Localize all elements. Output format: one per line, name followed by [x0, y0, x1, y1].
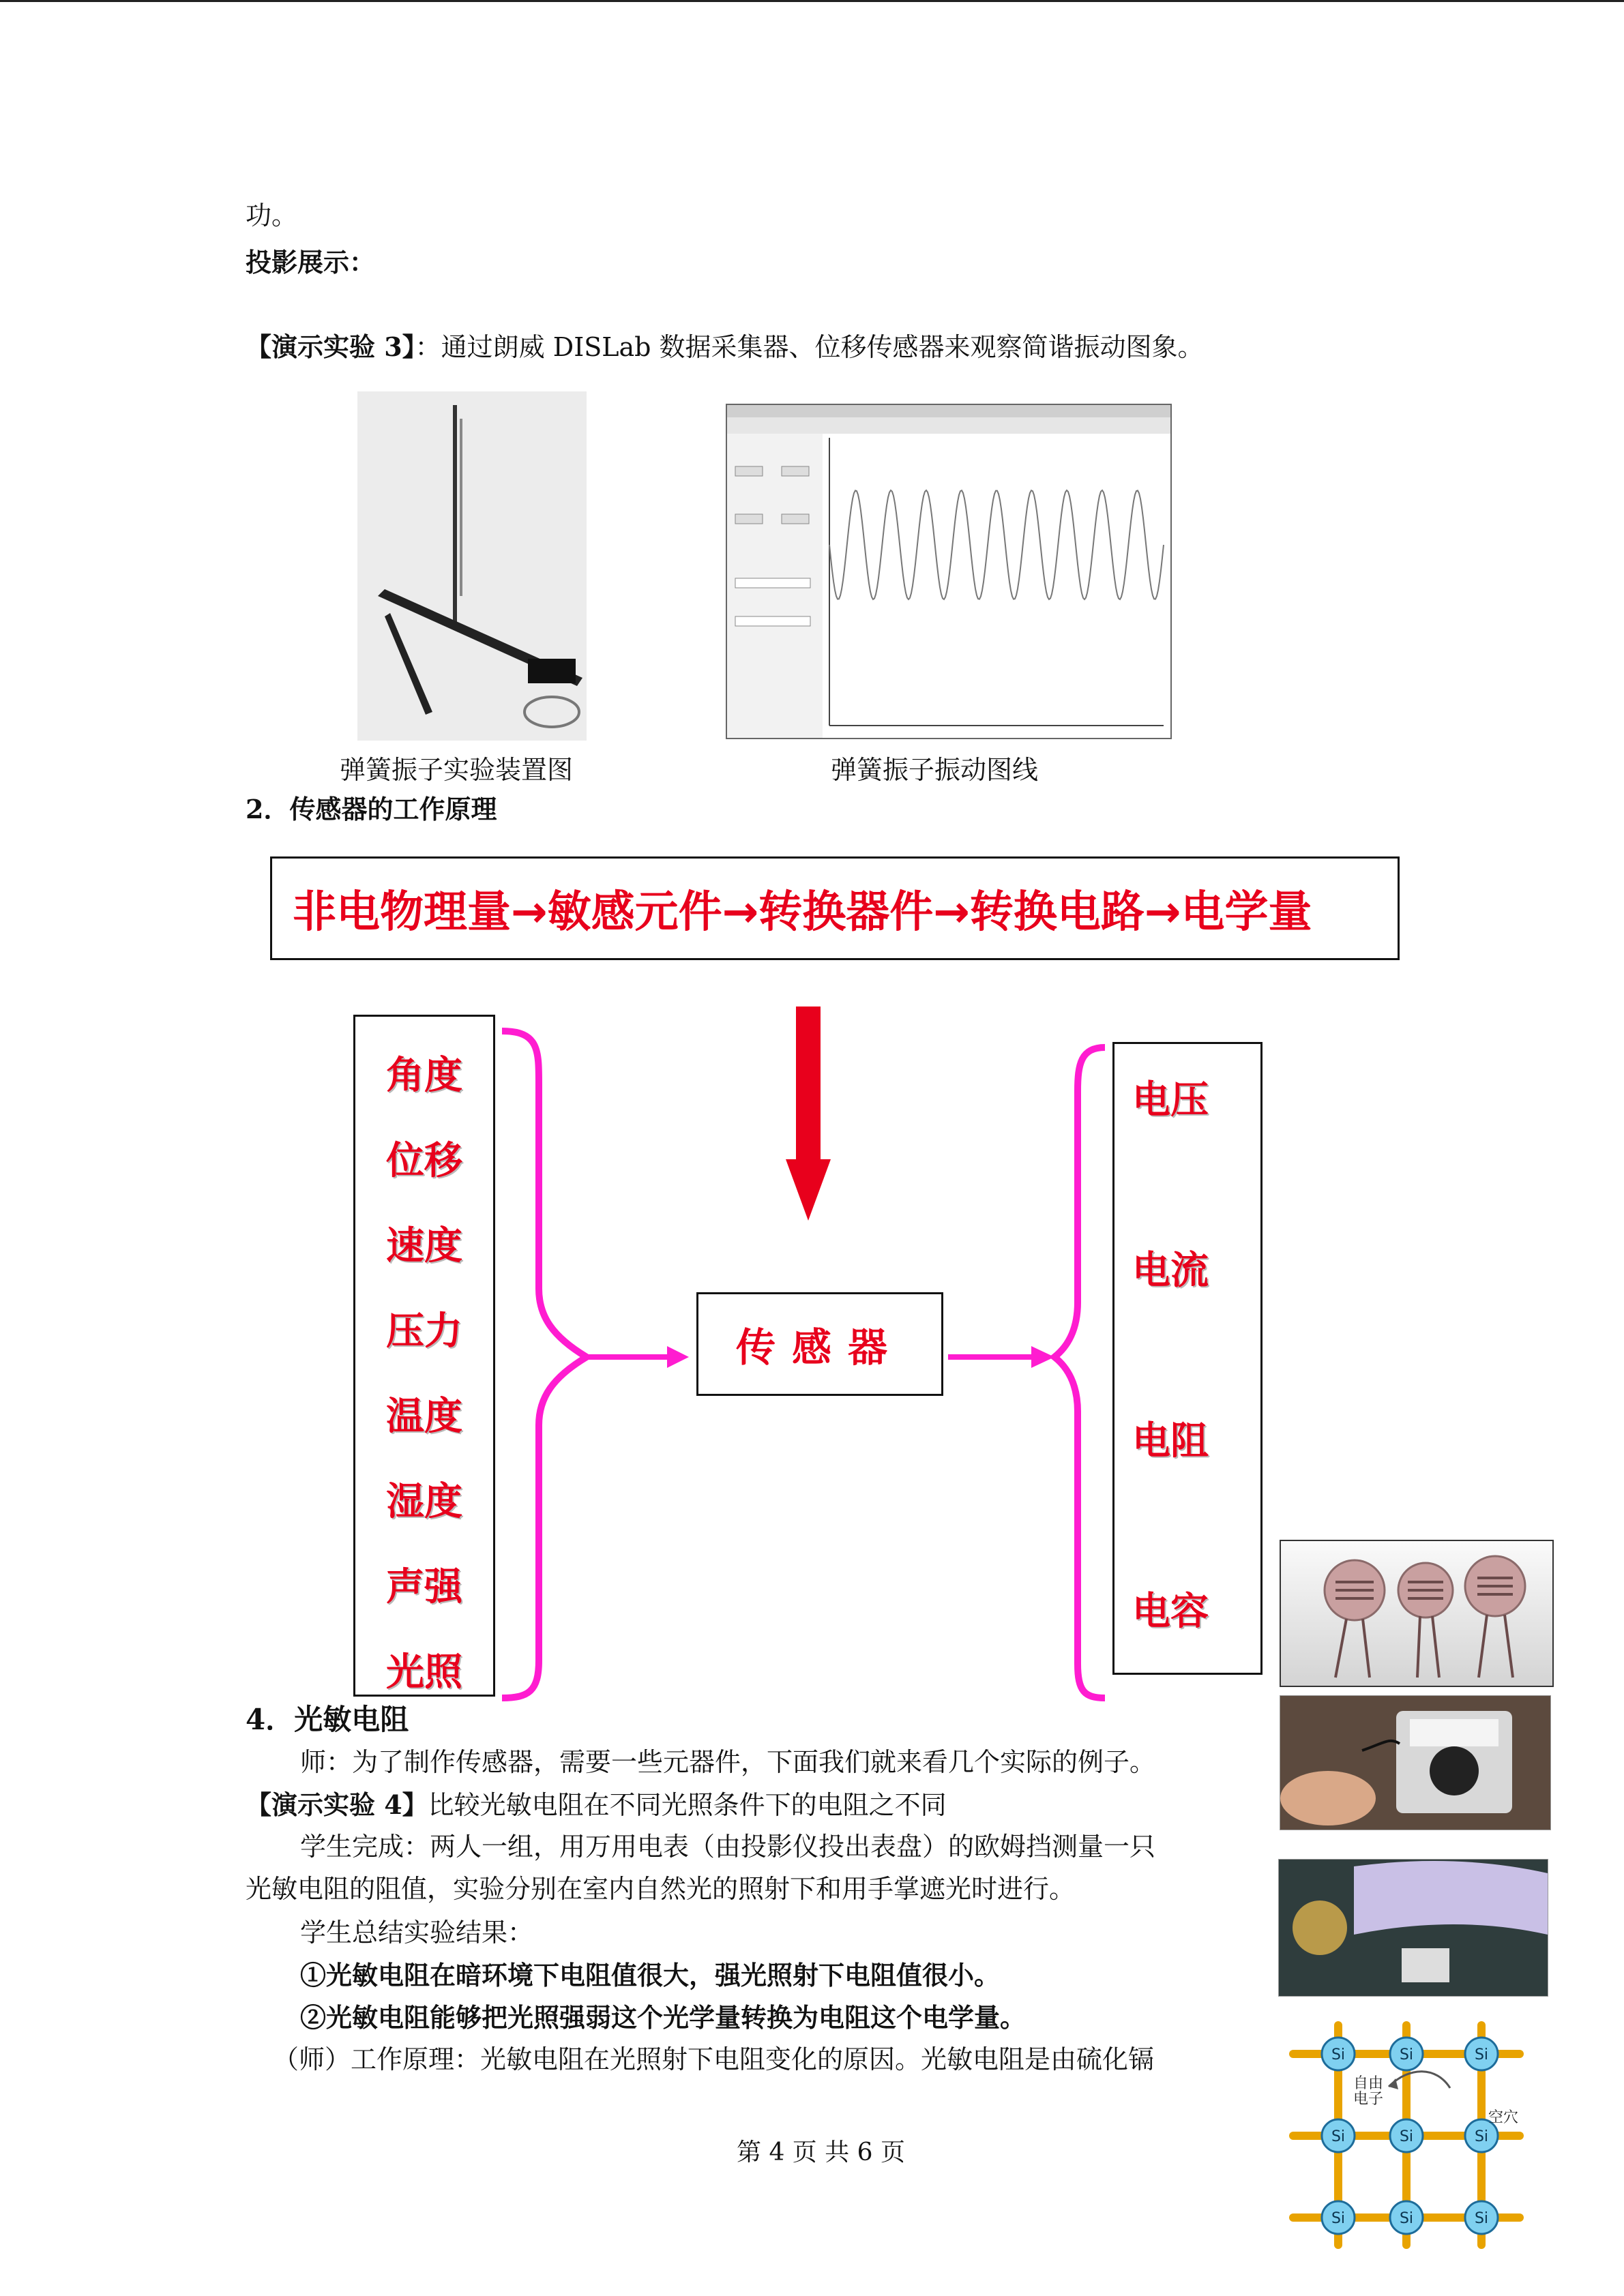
conversion-flow-box: 非电物理量→敏感元件→转换器件→转换电路→电学量 [270, 856, 1400, 960]
svg-text:Si: Si [1399, 2046, 1414, 2063]
output-quantity-0: 电压 [1132, 1078, 1209, 1122]
apparatus-caption: 弹簧振子实验装置图 [340, 755, 574, 785]
multimeter-measurement-image [1280, 1695, 1551, 1830]
down-arrow-shaft [796, 1007, 821, 1161]
input-quantity-3: 压力 [386, 1309, 462, 1354]
student-task-line2: 光敏电阻的阻值，实验分别在室内自然光的照射下和用手掌遮光时进行。 [246, 1874, 1076, 1904]
section2-title: 2．传感器的工作原理 [246, 794, 497, 824]
svg-text:Si: Si [1331, 2046, 1346, 2063]
input-quantity-7: 光照 [386, 1650, 462, 1695]
oscillation-graph-screenshot [726, 404, 1172, 739]
si-atom [1322, 2038, 1355, 2070]
demo3-text: ：通过朗威 DISLab 数据采集器、位移传感器来观察简谐振动图象。 [415, 332, 1204, 362]
demo3-line [246, 330, 1204, 364]
down-arrow-head [786, 1159, 831, 1221]
input-quantity-5: 湿度 [386, 1480, 462, 1524]
page-top-border [0, 0, 1624, 2]
si-atom [1322, 2201, 1355, 2234]
si-atom [1465, 2038, 1498, 2070]
demo4-label: 【演示实验 4】 [246, 1789, 428, 1820]
si-atom [1390, 2038, 1423, 2070]
free-electron-label: 自由 电子 [1353, 2075, 1384, 2108]
demo4-line [246, 1788, 947, 1822]
si-atom [1322, 2119, 1355, 2152]
text-line-continuation: 功。 [246, 200, 298, 230]
graph-caption: 弹簧振子振动图线 [831, 755, 1039, 785]
result-2: ②光敏电阻能够把光照强弱这个光学量转换为电阻这个电学量。 [300, 2002, 1027, 2033]
left-arrow-head [667, 1346, 689, 1368]
input-quantity-1: 位移 [386, 1139, 462, 1183]
svg-text:Si: Si [1331, 2210, 1346, 2227]
teacher-intro: 师：为了制作传感器，需要一些元器件，下面我们就来看几个实际的例子。 [300, 1747, 1156, 1777]
page-footer: 第 4 页 共 6 页 [737, 2138, 906, 2166]
right-brace [1054, 1047, 1105, 1698]
svg-text:Si: Si [1331, 2128, 1346, 2145]
student-task-line1: 学生完成：两人一组，用万用电表（由投影仪投出表盘）的欧姆挡测量一只 [300, 1832, 1156, 1862]
spring-oscillator-apparatus-image [357, 391, 587, 741]
sensor-box: 传感器 [696, 1292, 943, 1396]
section4-title: 4．光敏电阻 [246, 1703, 409, 1736]
si-atom [1465, 2201, 1498, 2234]
summary-heading: 学生总结实验结果： [300, 1918, 534, 1948]
svg-text:Si: Si [1474, 2128, 1489, 2145]
projection-heading: 投影展示： [246, 247, 376, 278]
output-quantity-1: 电流 [1132, 1249, 1209, 1293]
svg-text:Si: Si [1474, 2046, 1489, 2063]
result-1: ①光敏电阻在暗环境下电阻值很大，强光照射下电阻值很小。 [300, 1960, 1001, 1991]
photoresistors-image [1280, 1540, 1554, 1687]
si-atom [1390, 2119, 1423, 2152]
svg-text:Si: Si [1399, 2210, 1414, 2227]
input-quantity-2: 速度 [386, 1224, 462, 1268]
svg-text:Si: Si [1399, 2128, 1414, 2145]
silicon-lattice-diagram [1280, 2018, 1533, 2250]
left-brace [502, 1031, 587, 1698]
demo3-label: 【演示实验 3】 [246, 331, 415, 362]
demo4-text: 比较光敏电阻在不同光照条件下的电阻之不同 [428, 1790, 947, 1820]
input-quantity-0: 角度 [386, 1054, 462, 1098]
hole-label: 空穴 [1488, 2109, 1519, 2126]
svg-text:Si: Si [1474, 2210, 1489, 2227]
output-quantity-2: 电阻 [1132, 1419, 1209, 1463]
si-atom [1390, 2201, 1423, 2234]
working-principle: （师）工作原理：光敏电阻在光照射下电阻变化的原因。光敏电阻是由硫化镉 [273, 2044, 1155, 2074]
input-quantity-4: 温度 [386, 1395, 462, 1439]
input-quantity-6: 声强 [386, 1565, 462, 1609]
output-quantity-3: 电容 [1132, 1590, 1209, 1634]
projected-meter-image [1278, 1859, 1548, 1997]
